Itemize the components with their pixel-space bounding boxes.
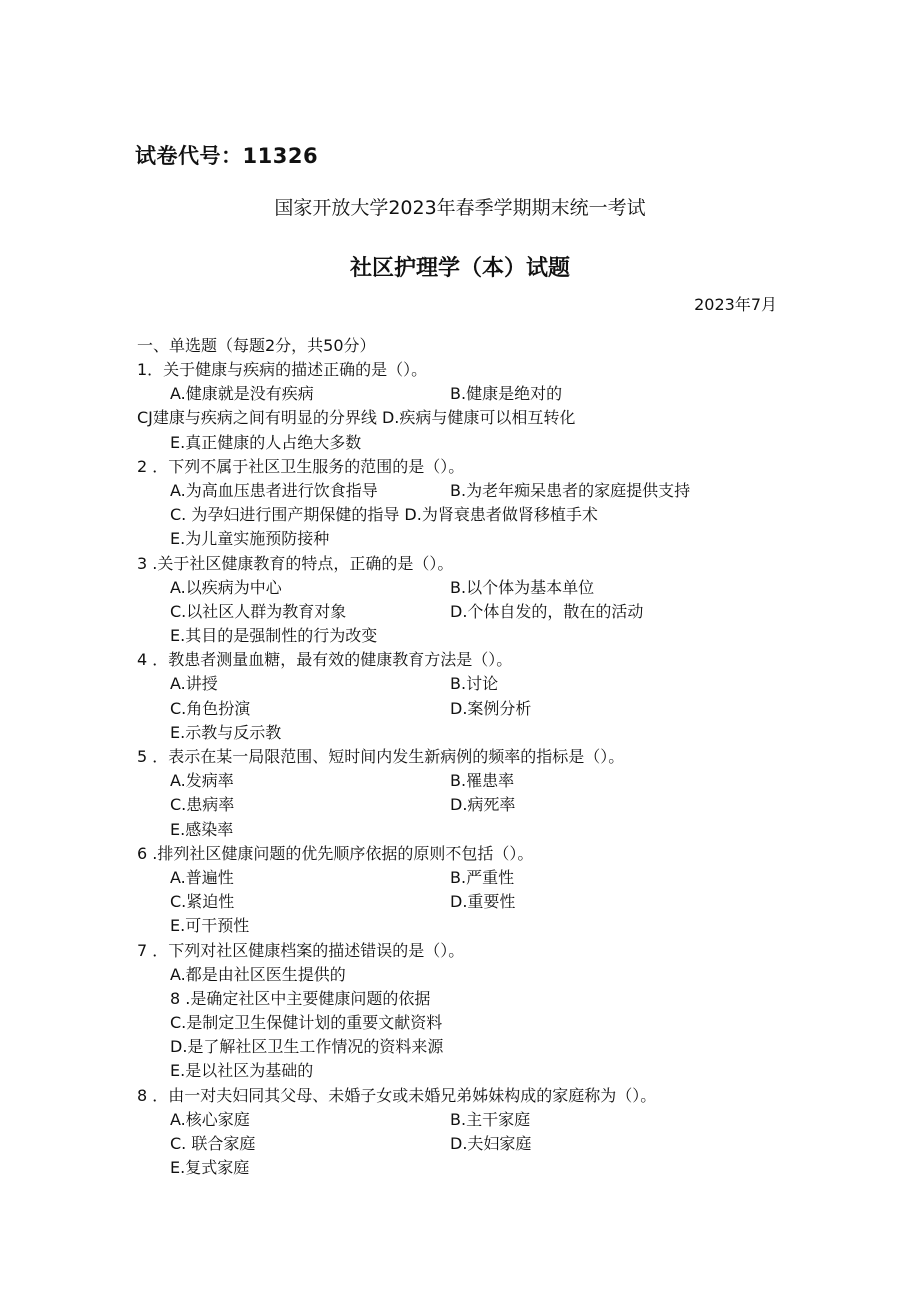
- question-option-line: [0, 1011, 920, 1035]
- subject-title: 社区护理学（本）试题: [349, 256, 570, 281]
- question-option-line: [0, 382, 920, 406]
- option-line: C.是制定卫生保健计划的重要文献资料: [170, 1013, 443, 1033]
- option-left: C.角色扮演: [170, 698, 251, 718]
- question-option-line: [0, 818, 920, 842]
- question-option-line: [0, 721, 920, 745]
- option-line: E.复式家庭: [170, 1158, 250, 1178]
- option-right: B.严重性: [450, 867, 515, 887]
- question-stem-line: [0, 1084, 920, 1108]
- question-stem: 4 ．教患者测量血糖，最有效的健康教育方法是（）。: [137, 650, 513, 670]
- question-option-line: [0, 987, 920, 1011]
- option-left: C.患病率: [170, 795, 235, 815]
- question-option-line: [0, 914, 920, 938]
- question-list: [0, 358, 920, 1180]
- question-option-line: [0, 1108, 920, 1132]
- question-option-line: [0, 503, 920, 527]
- option-line: E.为儿童实施预防接种: [170, 529, 330, 549]
- option-right: B.为老年痴呆患者的家庭提供支持: [450, 480, 691, 500]
- question-option-line: [0, 866, 920, 890]
- option-line: C. 为孕妇进行围产期保健的指导 D.为肾衰患者做肾移植手术: [170, 505, 598, 525]
- question-option-line: [0, 1156, 920, 1180]
- option-right: B.罹患率: [450, 771, 515, 791]
- question-stem: 1．关于健康与疾病的描述正确的是（）。: [137, 360, 428, 379]
- option-right: D.个体自发的，散在的活动: [450, 601, 644, 621]
- option-line: E.示教与反示教: [170, 722, 282, 742]
- option-left: A.以疾病为中心: [170, 577, 282, 597]
- option-line: E.是以社区为基础的: [170, 1061, 314, 1081]
- option-line: D.是了解社区卫生工作情况的资料来源: [170, 1037, 444, 1057]
- question-stem: 3 .关于社区健康教育的特点，正确的是（）。: [137, 553, 454, 573]
- question-option-line: [0, 672, 920, 696]
- option-line: A.都是由社区医生提供的: [170, 964, 346, 984]
- question-option-line: [0, 769, 920, 793]
- question-option-line: [0, 1059, 920, 1083]
- question-option-line: [0, 479, 920, 503]
- option-right: D.重要性: [450, 892, 516, 912]
- option-left: A.讲授: [170, 674, 218, 694]
- option-right: D.夫妇家庭: [450, 1134, 532, 1153]
- question-stem: 5 ．表示在某一局限范围、短时间内发生新病例的频率的指标是（）。: [137, 747, 625, 766]
- option-line: E.真正健康的人占绝大多数: [170, 432, 362, 452]
- question-stem: 6 .排列社区健康问题的优先顺序依据的原则不包括（）。: [137, 843, 534, 863]
- question-stem: 8 ．由一对夫妇同其父母、未婚子女或未婚兄弟姊妹构成的家庭称为（）。: [137, 1085, 657, 1105]
- question-stem: 2 ．下列不属于社区卫生服务的范围的是（）。: [137, 456, 465, 476]
- question-option-line: [0, 697, 920, 721]
- question-stem: 7 ．下列对社区健康档案的描述错误的是（）。: [137, 940, 465, 960]
- option-left: C.紧迫性: [170, 892, 235, 912]
- question-stem-line: [0, 842, 920, 866]
- question-option-line: [0, 1035, 920, 1059]
- option-left: A.为高血压患者进行饮食指导: [170, 480, 378, 500]
- question-option-line: [0, 624, 920, 648]
- option-line: E.其目的是强制性的行为改变: [170, 626, 378, 646]
- question-option-line: [0, 963, 920, 987]
- question-option-line: [0, 1132, 920, 1156]
- option-left: C.以社区人群为教育对象: [170, 601, 347, 621]
- exam-title: 国家开放大学2023年春季学期期末统一考试: [274, 197, 646, 219]
- question-stem-line: [0, 939, 920, 963]
- paper-code: 试卷代号：11326: [135, 144, 319, 168]
- option-right: B.讨论: [450, 674, 499, 694]
- question-option-line: [0, 431, 920, 455]
- question-option-line: [0, 576, 920, 600]
- option-left: A.普遍性: [170, 867, 234, 887]
- option-line: 8 .是确定社区中主要健康问题的依据: [170, 988, 431, 1008]
- option-left: C. 联合家庭: [170, 1134, 256, 1153]
- question-option-line: [0, 527, 920, 551]
- option-right: B.主干家庭: [450, 1109, 531, 1129]
- section-title: 一、单选题（每题2分，共50分）: [137, 336, 376, 355]
- exam-date: 2023年7月: [694, 295, 777, 314]
- option-right: D.病死率: [450, 795, 516, 815]
- question-stem-line: [0, 745, 920, 769]
- question-option-line: [0, 600, 920, 624]
- question-stem-line: [0, 552, 920, 576]
- option-line: E.感染率: [170, 819, 234, 839]
- option-right: B.以个体为基本单位: [450, 577, 595, 597]
- question-option-line: [0, 793, 920, 817]
- question-stem-line: [0, 648, 920, 672]
- option-right: D.案例分析: [450, 698, 532, 718]
- question-option-line: [0, 890, 920, 914]
- question-stem-line: [0, 358, 920, 382]
- option-line: CJ建康与疾病之间有明显的分界线 D.疾病与健康可以相互转化: [137, 408, 576, 428]
- option-left: A.发病率: [170, 771, 234, 791]
- option-line: E.可干预性: [170, 916, 250, 936]
- question-stem-line: [0, 455, 920, 479]
- question-option-line: [0, 406, 920, 430]
- option-left: A.核心家庭: [170, 1109, 250, 1129]
- option-right: B.健康是绝对的: [450, 384, 563, 404]
- option-left: A.健康就是没有疾病: [170, 384, 314, 404]
